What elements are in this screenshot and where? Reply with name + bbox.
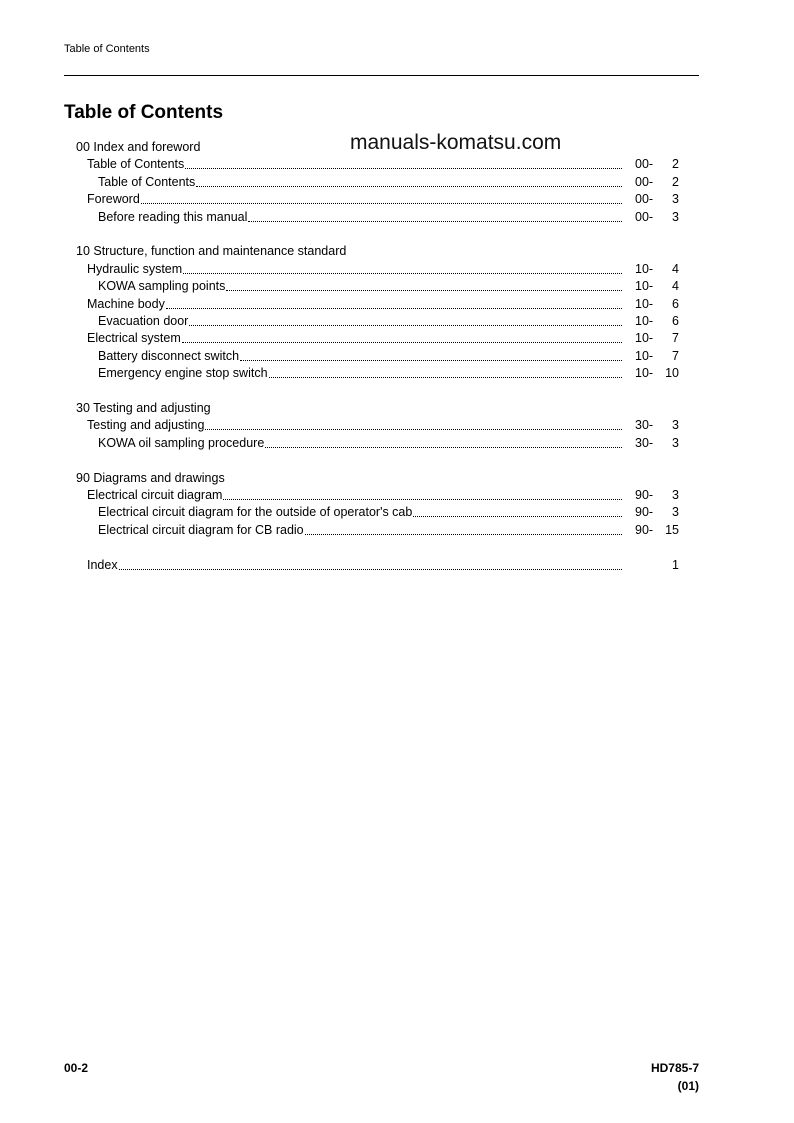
toc-entry-label [98,278,622,295]
toc-entry[interactable] [0,156,794,173]
toc-entry-text: Electrical system [87,331,181,346]
toc-entry[interactable] [0,330,794,347]
running-header: Table of Contents [64,43,150,55]
page-number: 15 [665,522,679,537]
section-prefix: 00- [635,174,654,189]
toc-entry[interactable] [0,348,794,365]
leader-dots [141,203,622,204]
page-title: Table of Contents [64,102,224,123]
section-prefix: 10- [635,261,654,276]
toc-entry-text: Foreword [87,192,140,207]
toc-entry-label [98,504,622,521]
toc-entry-label [98,313,622,330]
toc-entry-text: 30 Testing and adjusting [76,401,211,415]
leader-dots [269,377,622,378]
section-prefix: 90- [635,522,654,537]
toc-entry[interactable] [0,174,794,191]
toc-entry-text: Electrical circuit diagram for CB radio [98,522,304,537]
page-number: 7 [672,348,679,363]
toc-entry-label [87,557,622,574]
leader-dots [305,534,622,535]
toc-entry[interactable] [0,504,794,521]
toc-entry[interactable] [0,557,794,574]
toc-entry-text: Before reading this manual [98,209,248,224]
section-prefix: 30- [635,435,654,450]
toc-entry-text: Electrical circuit diagram [87,488,223,502]
toc-entry[interactable] [0,191,794,208]
page-number: 6 [672,314,679,328]
toc-entry-label [98,348,622,365]
toc-entry-label [87,417,622,434]
toc-entry-text: Evacuation door [98,314,189,328]
section-prefix: 00- [635,209,654,224]
toc-entry-label [87,261,622,278]
page-number: 3 [672,192,679,207]
toc-entry-text: Index [87,557,118,572]
watermark: manuals-komatsu.com [350,131,562,154]
toc-entry[interactable] [0,365,794,382]
section-prefix: 90- [635,488,654,502]
leader-dots [248,221,622,222]
leader-dots [205,429,622,430]
toc-entry-text: Table of Contents [87,157,185,172]
toc-section-heading [76,470,225,487]
page-number: 2 [672,174,679,189]
leader-dots [182,342,622,343]
page-number: 4 [672,261,679,276]
page-number: 10 [665,366,679,381]
footer-page-number: 00-2 [64,1061,89,1075]
toc-entry-text: Hydraulic system [87,261,183,276]
page-number: 3 [672,209,679,224]
toc-entry-text: 10 Structure, function and maintenance standard [76,244,347,259]
toc-entry-text: Table of Contents [98,174,196,189]
leader-dots [119,569,622,570]
toc-entry-label [87,487,622,504]
page-number: 7 [672,331,679,346]
toc-entry-text: 00 Index and foreword [76,140,201,154]
toc-entry-label [87,191,622,208]
section-prefix: 10- [635,331,654,346]
leader-dots [196,186,622,187]
toc-entry[interactable] [0,261,794,278]
toc-entry-text: KOWA oil sampling procedure [98,435,265,450]
toc-entry-label [98,435,622,452]
toc-entry-text: Testing and adjusting [87,418,205,433]
toc-entry [0,400,794,417]
page-number: 4 [672,279,679,294]
toc-entry-label [98,174,622,191]
leader-dots [226,290,622,291]
toc-entry[interactable] [0,487,794,504]
section-prefix: 10- [635,296,654,311]
section-prefix: 10- [635,348,654,363]
toc-section-heading [76,243,346,260]
leader-dots [240,360,622,361]
toc-entry-label [87,296,622,313]
leader-dots [185,168,622,169]
section-prefix: 10- [635,314,654,328]
toc-entry-text: Electrical circuit diagram for the outside of operator's cab [98,505,413,520]
leader-dots [166,308,622,309]
toc-entry-label [87,330,622,347]
footer-model: HD785-7 [650,1061,699,1075]
toc-entry-label [87,156,622,173]
page-number: 3 [672,418,679,433]
toc-entry [0,243,794,260]
leader-dots [265,447,622,448]
section-prefix: 10- [635,279,654,294]
section-prefix: 10- [635,366,654,381]
leader-dots [413,516,622,517]
toc-entry-text: Emergency engine stop switch [98,366,268,381]
toc-entry[interactable] [0,435,794,452]
toc-entry-text: KOWA sampling points [98,279,226,294]
page-number: 3 [672,488,679,502]
toc-entry[interactable] [0,522,794,539]
section-prefix: 90- [635,505,654,520]
footer-revision: (01) [677,1079,699,1093]
page-number: 6 [672,296,679,311]
toc-entry-label [98,209,622,226]
page-number: 1 [672,557,679,572]
toc-entry[interactable] [0,278,794,295]
toc-section-heading [76,139,200,156]
toc-entry-label [98,365,622,382]
toc-entry [0,470,794,487]
page-number: 3 [672,435,679,450]
toc-entry[interactable] [0,209,794,226]
toc-entry[interactable] [0,313,794,330]
page-number: 3 [672,505,679,520]
section-prefix: 00- [635,157,654,172]
toc-entry-text: Machine body [87,296,165,311]
toc-entry[interactable] [0,296,794,313]
leader-dots [183,273,622,274]
section-prefix: 30- [635,418,654,433]
toc-entry[interactable] [0,417,794,434]
header-rule [64,75,699,76]
toc-entry-text: Battery disconnect switch [98,348,240,363]
toc-entry [0,139,794,156]
toc-entry-text: 90 Diagrams and drawings [76,470,225,485]
leader-dots [189,325,622,326]
toc-section-heading [76,400,211,417]
leader-dots [223,499,622,500]
section-prefix: 00- [635,192,654,207]
toc-entry-label [98,522,622,539]
page-number: 2 [672,157,679,172]
